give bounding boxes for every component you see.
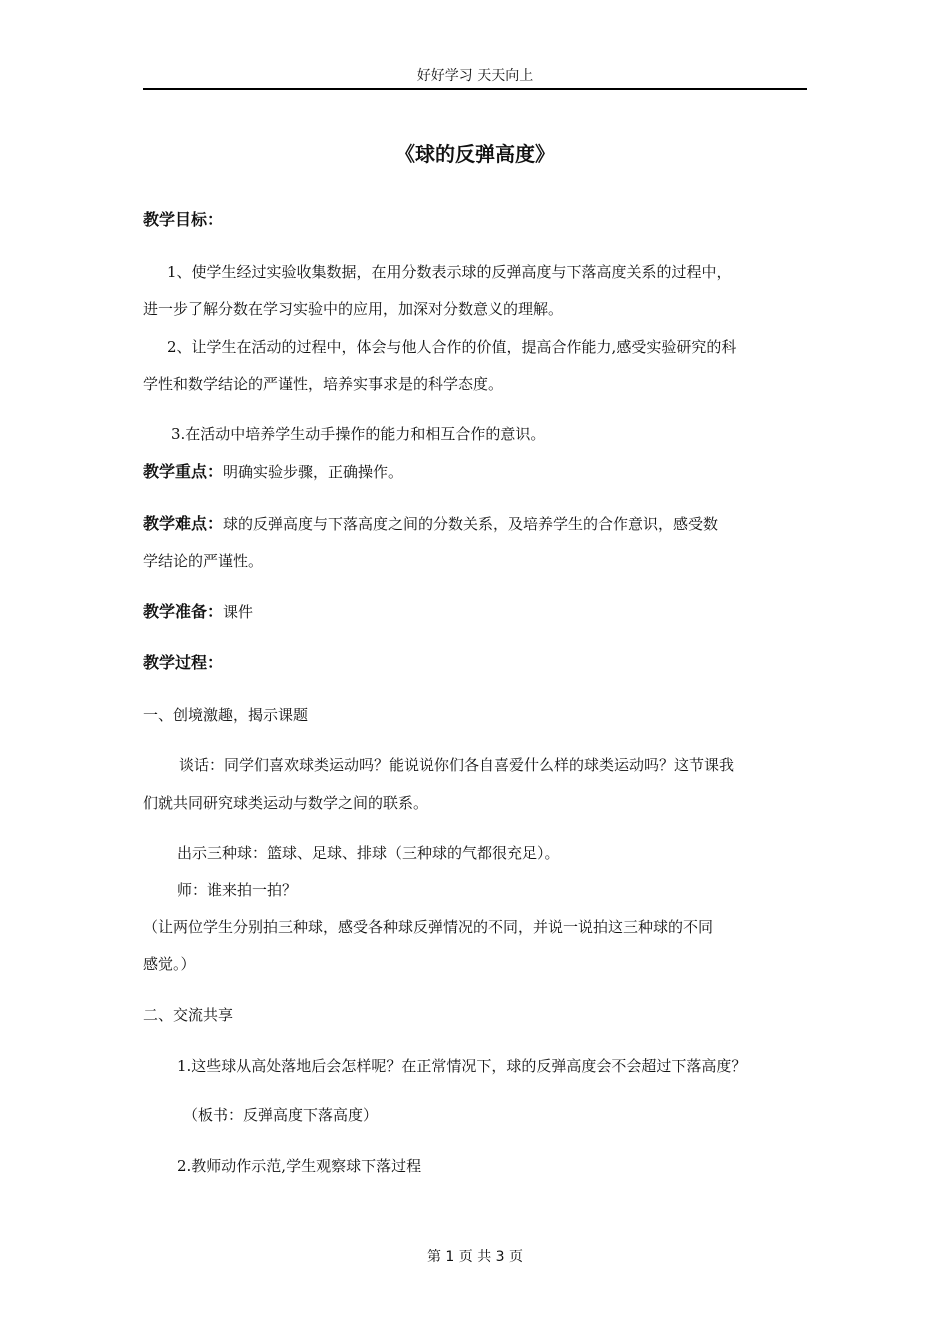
- document-title: 《球的反弹高度》: [395, 142, 555, 166]
- teacher-question: 师：谁来拍一拍？: [177, 881, 298, 899]
- preparation-row: [143, 594, 253, 630]
- goal-1-line-1: 1、使学生经过实验收集数据，在用分数表示球的反弹高度与下落高度关系的过程中，: [167, 263, 732, 281]
- process-heading: 教学过程：: [143, 653, 224, 672]
- activity-note-line-1: （让两位学生分别拍三种球，感受各种球反弹情况的不同，并说一说拍这三种球的不同: [143, 918, 714, 936]
- difficulty-label: 教学难点：: [143, 514, 224, 533]
- board-note: （板书：反弹高度下落高度）: [183, 1106, 379, 1124]
- header-rule: [143, 88, 807, 90]
- show-balls-text: 出示三种球：篮球、足球、排球（三种球的气都很充足）。: [177, 844, 560, 862]
- difficulty-line-1: 球的反弹高度与下落高度之间的分数关系，及培养学生的合作意识，感受数: [223, 515, 719, 533]
- question-2: 2.教师动作示范,学生观察球下落过程: [177, 1157, 422, 1175]
- goal-3: 3.在活动中培养学生动手操作的能力和相互合作的意识。: [171, 425, 546, 443]
- goals-heading: 教学目标：: [143, 210, 224, 229]
- page-number-footer: 第 1 页 共 3 页: [426, 1249, 524, 1265]
- preparation-text: 课件: [223, 603, 254, 621]
- section-1-title: 一、创境激趣，揭示课题: [143, 706, 309, 724]
- page-header: 好好学习 天天向上: [416, 68, 534, 84]
- talk-line-2: 们就共同研究球类运动与数学之间的联系。: [143, 794, 429, 812]
- key-point-text: 明确实验步骤，正确操作。: [223, 463, 404, 481]
- difficulty-line-2: 学结论的严谨性。: [143, 552, 264, 570]
- preparation-label: 教学准备：: [143, 602, 224, 621]
- activity-note-line-2: 感觉。）: [143, 955, 196, 973]
- key-point-label: 教学重点：: [143, 462, 224, 481]
- section-2-title: 二、交流共享: [143, 1006, 234, 1024]
- goal-2-line-1: 2、让学生在活动的过程中，体会与他人合作的价值，提高合作能力,感受实验研究的科: [167, 338, 737, 356]
- talk-line-1: 谈话：同学们喜欢球类运动吗？能说说你们各自喜爱什么样的球类运动吗？这节课我: [179, 756, 735, 774]
- question-1: 1.这些球从高处落地后会怎样呢？在正常情况下，球的反弹高度会不会超过下落高度？: [177, 1057, 747, 1075]
- difficulty-row: [143, 506, 718, 542]
- goal-1-line-2: 进一步了解分数在学习实验中的应用，加深对分数意义的理解。: [143, 300, 564, 318]
- goal-2-line-2: 学性和数学结论的严谨性，培养实事求是的科学态度。: [143, 375, 504, 393]
- key-point-row: [143, 454, 403, 490]
